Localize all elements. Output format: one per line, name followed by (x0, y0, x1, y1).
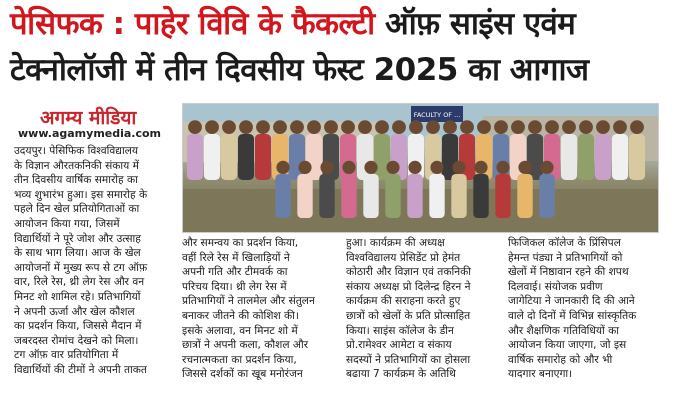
article-line: टग ऑफ़ वार प्रतियोगिता में (14, 349, 119, 362)
article-line: का प्रदर्शन किया, जिससे मैदान में (14, 320, 142, 333)
article-line: हुआ। कार्यक्रम की अध्यक्ष (346, 237, 445, 249)
article-column-1 (14, 144, 174, 378)
article-line: और शैक्षणिक गतिविधियों का (508, 324, 620, 337)
article-line: उदयपुर। पेसिफिक विश्वविद्यालय (14, 145, 139, 157)
article-line: जागेटिया ने जानकारी दि की आने (508, 295, 635, 308)
article-line: बढाया 7 कार्यक्रम के अतिथि (346, 368, 456, 381)
article-line: वाले दो दिनों में विभिन्न सांस्कृतिक (508, 309, 637, 322)
article-line: दिलवाई। संयोजक प्रवीण (508, 280, 603, 293)
article-line: छात्रों ने अपनी कला, कौशल और (182, 339, 309, 352)
article-line: ने अपनी ऊर्जा और खेल कौशल (14, 305, 135, 318)
photo-banner-text: FACULTY OF ... (413, 111, 461, 119)
article-line: के साथ भाग लिया। आज के खेल (14, 247, 141, 260)
article-line: पहले दिन खेल प्रतियोगिताओं का (14, 203, 140, 216)
article-line: विद्यार्थियों ने पूरे जोश और उत्साह (14, 232, 141, 245)
article-line: आयोजनों में मुख्य रूप से टग ऑफ़ (14, 261, 148, 274)
article-column-2 (182, 236, 337, 382)
article-line: इसके अलावा, वन मिनट शो में (182, 324, 298, 337)
article-line: खेलों में निष्ठावान रहने की शपथ (508, 266, 629, 279)
article-line: किया। साइंस कॉलेज के डीन (346, 324, 454, 337)
article-line: के विज्ञान औरतकनिकी संकाय में (14, 159, 140, 172)
group-photo-image (183, 104, 659, 233)
article-column-3 (346, 236, 498, 382)
article-line: बनाकर जीतने की कोशिश की। (182, 309, 299, 322)
article-line: अपनी गति और टीमवर्क का (182, 266, 288, 279)
article-line: जिससे दर्शकों का खूब मनोरंजन (182, 368, 303, 381)
article-line: और समन्वय का प्रदर्शन किया, (182, 237, 299, 249)
headline-line-1-dark: ऑफ़ साइंस एवंम (384, 6, 576, 42)
article-line: प्रतिभागियों ने तालमेल और संतुलन (182, 295, 315, 308)
article-line: यादगार बनाएगा। (508, 368, 573, 381)
logo-url: www.agamymedia.com (18, 127, 162, 140)
article-line: आयोजन किया गया, जिसमें (14, 217, 120, 230)
article-line: प्रो.रामेश्वर आमेटा व संकाय (346, 339, 452, 352)
article-line: संकाय अध्यक्ष प्रो दिलेन्द्र हिरन ने (346, 280, 471, 293)
logo-name: अगम्य मीडिया (40, 107, 137, 129)
article-line: तीन दिवसीय वार्षिक समारोह का (14, 174, 138, 187)
headline (0, 0, 682, 96)
article-line: रचनात्मकता का प्रदर्शन किया, (182, 353, 297, 366)
article-line: छात्रों को खेलों के प्रति प्रोत्साहित (346, 309, 471, 322)
headline-line-1-red: पेसिफक : पाहेर विवि के फैकल्टी (10, 6, 375, 42)
article-line: आयोजन किया जाएगा, जो इस (508, 339, 627, 352)
headline-line-2: टेक्नोलॉजी में तीन दिवसीय फेस्ट 2025 का आगाज (10, 52, 589, 88)
article-line: भव्य शुभारंभ हुआ। इस समारोह के (14, 188, 148, 201)
article-line: वार्षिक समारोह को और भी (508, 353, 613, 366)
article-line: विश्वविद्यालय प्रेसिडेंट प्रो हेमंत (346, 251, 461, 264)
article-line: वहीं रिले रेस में खिलाड़ियों ने (182, 251, 290, 264)
headline-line-1 (10, 2, 575, 46)
publisher-logo (14, 104, 174, 142)
article-line: कोठारी और विज्ञान एवं तकनिकी (346, 266, 471, 279)
article-column-4 (508, 236, 660, 382)
group-photo (182, 103, 659, 233)
article-line: जबरदस्त रोमांच देखने को मिला। (14, 334, 139, 347)
article-line: परिचय दिया। थ्री लेग रेस में (182, 280, 287, 293)
article-line: हेमन्त पंड्या ने प्रतिभागियों को (508, 251, 623, 264)
article-line: सदस्यों ने प्रतिभागियों का होसला (346, 353, 471, 366)
article-line: कार्यक्रम की सराहना करते हुए (346, 295, 461, 308)
article-line: विद्यार्थियों की टीमों ने अपनी ताकत (14, 363, 147, 376)
article-line: मिनट शो शामिल रहे। प्रतिभागियों (14, 290, 141, 303)
article-line: फिजिकल कॉलेज के प्रिंसिपल (508, 237, 621, 249)
article-line: वार, रिले रेस, थ्री लेग रेस और वन (14, 276, 145, 289)
